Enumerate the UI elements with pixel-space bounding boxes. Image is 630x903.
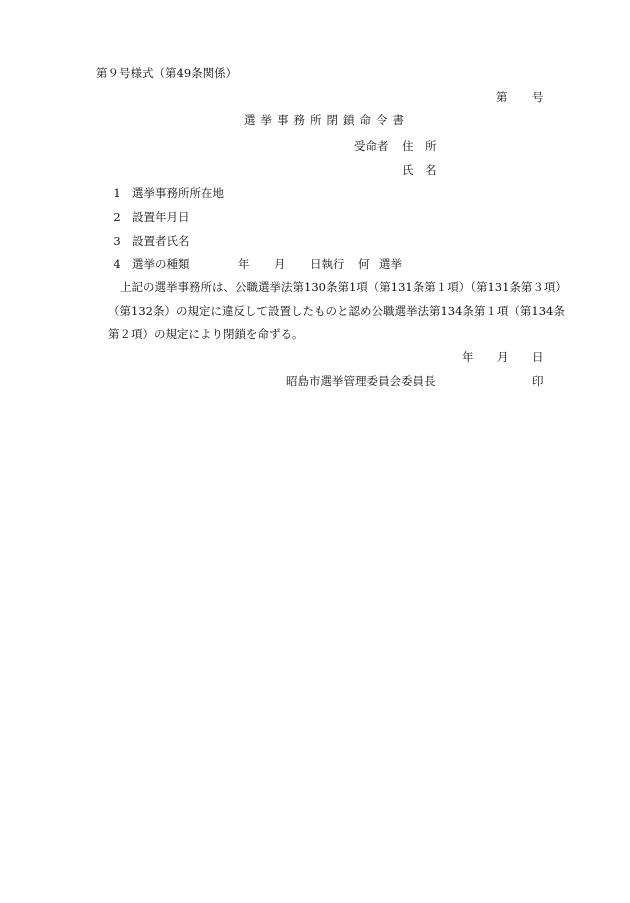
body-line-2: （第132条）の規定に違反して設置したものと認め公職選挙法第134条第１項（第134条	[108, 304, 565, 318]
body-line-3: 第２項）の規定により閉鎖を命ずる。	[108, 327, 304, 341]
item-number: 4	[113, 257, 121, 271]
date-day-label: 日	[532, 350, 544, 364]
item-label: 設置年月日	[132, 210, 190, 224]
election-year-label: 年	[238, 257, 250, 271]
body-line-1: 上記の選挙事務所は、公職選挙法第130条第1項（第131条第１項）（第131条第３項）	[120, 280, 567, 294]
document-title: 選挙事務所閉鎖命令書	[244, 113, 409, 127]
number-prefix: 第	[496, 90, 508, 104]
seal-mark: 印	[532, 374, 544, 388]
recipient-role: 受命者	[354, 139, 389, 153]
number-suffix: 号	[532, 90, 544, 104]
item-label: 選挙事務所所在地	[132, 186, 224, 200]
recipient-name-label: 氏 名	[402, 163, 437, 177]
issuer-title: 昭島市選挙管理委員会委員長	[286, 374, 436, 388]
recipient-address-label: 住 所	[402, 139, 437, 153]
election-day-label: 日執行	[310, 257, 345, 271]
election-month-label: 月	[274, 257, 286, 271]
date-month-label: 月	[497, 350, 509, 364]
election-kind-placeholder: 何	[358, 257, 370, 271]
item-label: 選挙の種類	[132, 257, 190, 271]
form-label: 第９号様式（第49条関係）	[96, 66, 238, 80]
item-number: 3	[113, 234, 121, 248]
election-suffix: 選挙	[379, 257, 402, 271]
item-label: 設置者氏名	[132, 234, 190, 248]
date-year-label: 年	[462, 350, 474, 364]
item-number: 1	[113, 186, 121, 200]
item-number: 2	[113, 210, 121, 224]
